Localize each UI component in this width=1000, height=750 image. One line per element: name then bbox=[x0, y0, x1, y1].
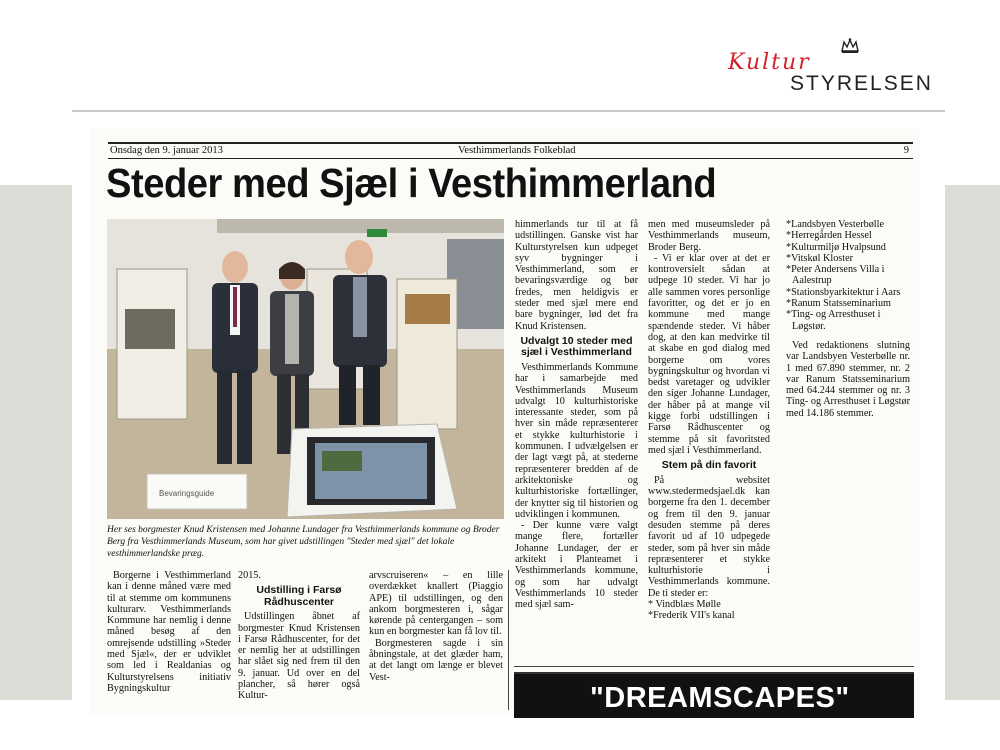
col3-p2: Vesthimmerlands Kommune har i samarbejde med Vesthimmerlands Museum udvalgt 10 kulturhistoriske interessante steder, som på hver sin måde repræsenterer et stykke kulturhistorie i kommunen. I udvælgelsen er der lagt vægt på, at stederne repræsenterer bredden af de arkitektoniske og kulturhistoriske fortællinger, der knytter sig til historien og udviklingen i kommunen. bbox=[515, 361, 638, 520]
ad-divider bbox=[514, 666, 914, 667]
left-gray-band bbox=[0, 185, 72, 700]
bottom-col3-p2: Borgmesteren sagde i sin åbningstale, at det glæder ham, at det langt om længe er blevet Vest- bbox=[369, 637, 503, 683]
bottom-col2-lead: 2015. bbox=[238, 570, 261, 581]
article-photo bbox=[107, 219, 504, 519]
list-item: *Ranum Statsseminarium bbox=[786, 298, 891, 310]
list-item: *Ting- og Arresthuset i Løgstør. bbox=[786, 309, 881, 332]
col4-heading: Stem på din favorit bbox=[661, 459, 757, 472]
photo-caption: Her ses borgmester Knud Kristensen med Johanne Lundager fra Vesthimmerlands kommune og Broder Berg fra Vesthimmerlands Museum, som har givet udstillingen "Steder med sjæl" det lokale vesthimmerlandske præg. bbox=[107, 525, 500, 559]
list-item: *Stationsbyarkitektur i Aars bbox=[786, 286, 901, 298]
logo-script: Kultur bbox=[728, 50, 811, 75]
col3-p1: himmerlands tur til at få udstillingen. Ganske vist har Kulturstyrelsen kun udpeget syv bygninger i Vesthimmerland, som er bevaringsværdige og bør fredes, men heldigvis er steder med sjæl mere end bare bygninger, lød det fra Knud Kristensen. bbox=[515, 219, 638, 332]
column-4 bbox=[648, 219, 770, 622]
crown-icon bbox=[840, 38, 860, 54]
bottom-col1-text: Borgerne i Vesthimmerland kan i denne måned være med til at stemme om kommunens kulturarv. Vesthimmerlands Kommune har nemlig i denne måned besøg af den omrejsende udstilling »Steder med Sjæl«, der er udviklet som led i Realdanias og Kulturstyrelsens initiativ Bygningskultur bbox=[107, 570, 231, 694]
column-bottom-2 bbox=[238, 570, 360, 702]
col4-p2: - Vi er klar over at det er kontroversielt sådan at udpege 10 steder. Vi har jo alle sammen vores personlige favoritter, og det er jo en kommune med mange spændende steder. Vi håber dog, at den kan medvirke til at skabe en god dialog med borgerne om vores bygningskultur og hvordan vi bedst varetager og udvikler den siger Johanne Lundager, der håber på at mange vil kigge forbi udstillingen i Farsø Rådhuscenter og stemme på sit favoritsted med sjæl i Vesthimmerland. bbox=[648, 252, 770, 456]
masthead-paper: Vesthimmerlands Folkeblad bbox=[458, 145, 576, 156]
list-item: *Kulturmiljø Hvalpsund bbox=[786, 241, 886, 253]
headline: Steder med Sjæl i Vesthimmerland bbox=[106, 160, 717, 206]
right-gray-band bbox=[945, 185, 1000, 700]
column-divider bbox=[508, 570, 509, 710]
masthead bbox=[108, 142, 913, 159]
list-item: * Vindblæs Mølle bbox=[648, 599, 721, 610]
list-item: *Landsbyen Vesterbølle bbox=[786, 219, 884, 230]
list-item: *Frederik VII's kanal bbox=[648, 610, 735, 622]
masthead-page: 9 bbox=[903, 145, 909, 156]
newspaper-clipping bbox=[90, 128, 920, 716]
header-divider bbox=[72, 110, 945, 112]
bottom-col2-heading: Udstilling i Farsø Rådhuscenter bbox=[256, 584, 342, 608]
list-item: *Herregården Hessel bbox=[786, 230, 872, 242]
col4-p1: men med museumsleder på Vesthimmerlands museum, Broder Berg. bbox=[648, 219, 770, 253]
column-bottom-3 bbox=[369, 570, 503, 683]
col5-list bbox=[786, 219, 910, 332]
column-3 bbox=[515, 219, 638, 611]
ad-title: "DREAMSCAPES" bbox=[590, 682, 850, 714]
col4-p3: På websitet www.stedermedsjael.dk kan borgerne fra den 1. december og frem til den 9. januar desuden stemme på deres favorit ud af 10 udpegede steder, som på hver sin måde repræsenterer et stykke kulturhistorie i Vesthimmerlands kommune. De ti steder er: bbox=[648, 474, 770, 599]
list-item: *Peter Andersens Villa i Aalestrup bbox=[786, 264, 885, 287]
bottom-col2-text: Udstillingen åbnet af borgmester Knud Kristensen i Farsø Rådhuscenter, for det er nemlig her at udstillingen har slået sig ned frem til den 9. januar. Ud over en del plancher, så hører også Kultur- bbox=[238, 611, 360, 702]
list-item: *Vitskøl Kloster bbox=[786, 252, 854, 264]
bottom-col3-p1: arvscruiseren« – en lille overdækket knallert (Piaggio APE) til udstillingen, og den ankom borgmesteren i, sågar kørende på centergangen – som kun en borgmester kan få lov til. bbox=[369, 570, 503, 638]
col4-list bbox=[648, 599, 770, 622]
col5-p1: Ved redaktionens slutning var Landsbyen Vesterbølle nr. 1 med 67.890 stemmer, nr. 2 var Ranum Statsseminarium med 64.244 stemmer og nr. 3 Ting- og Arresthuset i Løgstør med 14.186 stemmer. bbox=[786, 339, 910, 419]
masthead-date: Onsdag den 9. januar 2013 bbox=[110, 145, 223, 156]
column-5 bbox=[786, 219, 910, 419]
photo-illustration bbox=[107, 219, 504, 519]
logo-wordmark: STYRELSEN bbox=[790, 72, 933, 95]
column-bottom-1 bbox=[107, 570, 231, 694]
photo-sign-label: Bevaringsguide bbox=[159, 489, 215, 498]
kulturstyrelsen-logo bbox=[724, 38, 944, 100]
dreamscapes-ad bbox=[514, 672, 914, 718]
col3-heading: Udvalgt 10 steder med sjæl i Vesthimmerland bbox=[520, 334, 633, 359]
col3-p3: - Der kunne være valgt mange flere, fortæller Johanne Lundager, der er arkitekt i Planteamet i Vesthimmerlands kommune, og som har udvalgt Vesthimmerlands 10 steder med sjæl sam- bbox=[515, 520, 638, 611]
